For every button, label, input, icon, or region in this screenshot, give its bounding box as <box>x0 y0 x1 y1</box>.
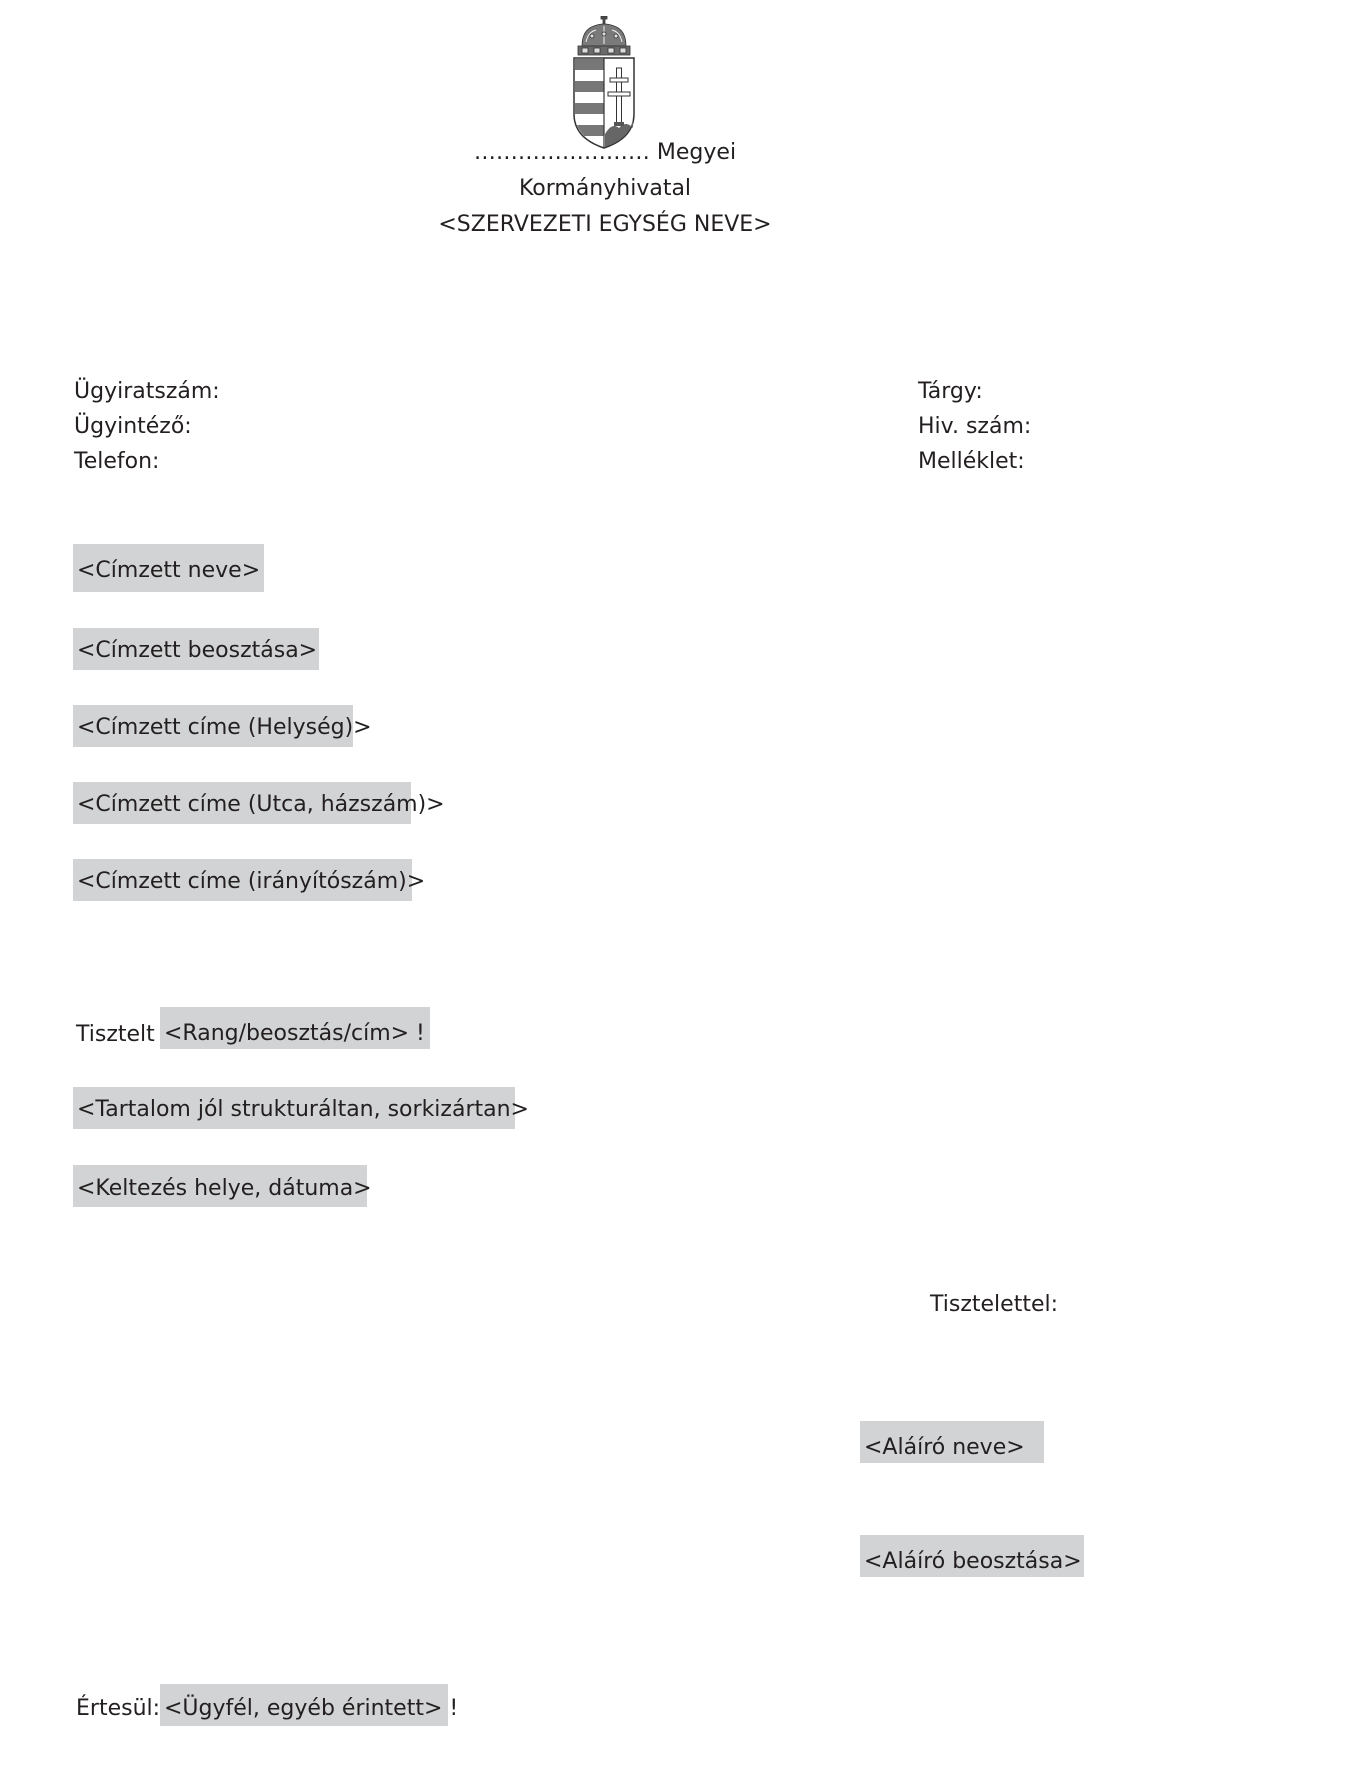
date-place-field[interactable]: <Keltezés helye, dátuma> <box>73 1165 367 1207</box>
notify-recipient-field[interactable]: <Ügyfél, egyéb érintett> ! <box>160 1684 448 1726</box>
organizational-unit-line: <SZERVEZETI EGYSÉG NEVE> <box>438 212 772 237</box>
signer-position-field[interactable]: <Aláíró beosztása> <box>860 1535 1084 1577</box>
reference-number-label: Hiv. szám: <box>918 414 1032 439</box>
subject-label: Tárgy: <box>918 379 983 404</box>
phone-label: Telefon: <box>74 449 160 474</box>
administrator-label: Ügyintéző: <box>74 414 192 439</box>
closing-label: Tisztelettel: <box>930 1292 1059 1317</box>
coat-of-arms-icon <box>568 16 640 150</box>
recipient-zip-field[interactable]: <Címzett címe (irányítószám)> <box>73 859 412 901</box>
attachment-label: Melléklet: <box>918 449 1025 474</box>
recipient-street-field[interactable]: <Címzett címe (Utca, házszám)> <box>73 782 411 824</box>
office-name-line: Kormányhivatal <box>518 176 692 201</box>
recipient-city-field[interactable]: <Címzett címe (Helység)> <box>73 705 353 747</box>
notify-label: Értesül: <box>76 1696 161 1721</box>
recipient-name-field[interactable]: <Címzett neve> <box>73 544 264 592</box>
salutation-label: Tisztelt <box>76 1022 155 1047</box>
salutation-rank-field[interactable]: <Rang/beosztás/cím> ! <box>160 1007 430 1049</box>
signer-name-field[interactable]: <Aláíró neve> <box>860 1421 1044 1463</box>
case-number-label: Ügyiratszám: <box>74 379 220 404</box>
content-field[interactable]: <Tartalom jól strukturáltan, sorkizártan> <box>73 1087 515 1129</box>
office-county-line: …………………… Megyei <box>473 140 737 165</box>
recipient-position-field[interactable]: <Címzett beosztása> <box>73 628 319 670</box>
